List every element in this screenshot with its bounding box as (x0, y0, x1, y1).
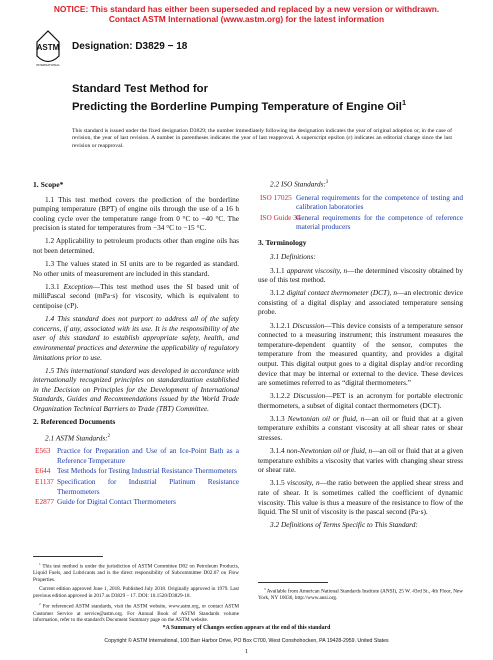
definitions-label: 3.1 Definitions: (270, 252, 316, 262)
svg-text:ASTM: ASTM (36, 43, 60, 52)
para-1-1: 1.1 This test method covers the prediction of the borderline pumping temperature (BPT) of engine oils through the use of a 16 h cooling cycle over the temperature range from 0 °C to −40 °C. The precision is stated for temperatures from −34 °C to −15 °C. (33, 194, 239, 233)
reference-iso-guide-34[interactable]: ISO Guide 34 General requirements for the competence of reference material producers (260, 212, 463, 232)
iso-standards-label: 2.2 ISO Standards:$^3$ (270, 179, 329, 189)
footnote-divider-right (258, 582, 328, 583)
para-1-4: 1.4 This standard does not purport to address all of the safety concerns, if any, associated with its use. It is the responsibility of the user of this standard to establish appropriate safety, health, and environmental practices and determine the applicability of regulatory limitations prior to use. (33, 314, 239, 362)
footnotes-left (33, 561, 239, 626)
definitions-specific-label: 3.2 Definitions of Terms Specific to This Standard: (270, 520, 418, 530)
def-3-1-1: 3.1.1 apparent viscosity, n—the determined viscosity obtained by use of this test method. (258, 265, 464, 285)
page-number: 1 (244, 648, 249, 655)
footnote-3: $^3$ Available from American National Standards Institute (ANSI), 25 W. 43rd St., 4th Floor, New York, NY 10036, http://www.ansi.org. (258, 587, 464, 602)
reference-e2877[interactable]: E2877 Guide for Digital Contact Thermometers (35, 497, 177, 507)
notice-line-1: NOTICE: This standard has either been superseded and replaced by a new version or withdrawn. (53, 4, 440, 14)
copyright-line: Copyright © ASTM International, 100 Barr Harbor Drive, PO Box C700, West Conshohocken, PA 19428-2959. United States (104, 638, 389, 644)
para-1-3: 1.3 The values stated in SI units are to be regarded as standard. No other units of measurement are included in this standard. (33, 259, 239, 278)
issuance-note: This standard is issued under the fixed designation D3829; the number immediately following the designation indicates the year of original adoption or, in the case of revision, the year of last revision. A number in parentheses indicates the year of last reapproval. A superscript epsilon (ε) indicates an editorial change since the last revision or reapproval. (72, 128, 452, 149)
def-3-1-2-2: 3.1.2.2 Discussion—PET is an acronym for portable electronic thermometers, a subset of digital contact thermometers (DCT). (258, 391, 464, 410)
section-heading-scope: 1. Scope* (33, 180, 64, 189)
def-3-1-2: 3.1.2 digital contact thermometer (DCT), n—an electronic device consisting of a digital display and associated temperature sensing probe. (258, 288, 463, 317)
withdrawal-notice (0, 4, 493, 24)
reference-iso-17025[interactable]: ISO 17025 General requirements for the competence of testing and calibration laboratories (260, 192, 463, 212)
title-prefix: Standard Test Method for (72, 83, 208, 95)
astm-standards-label: 2.1 ASTM Standards:$^2$ (45, 433, 111, 443)
para-1-3-1: 1.3.1 Exception—This test method uses the SI based unit of milliPascal second (mPa·s) for viscosity, which is equivalent to centipoise (cP). (33, 281, 239, 311)
footnote-divider-left (33, 556, 103, 557)
title-main: Predicting the Borderline Pumping Temperature of Engine Oil (72, 100, 402, 113)
footnote-1-edition: Current edition approved June 1, 2018. Published July 2018. Originally approved in 1979. Last previous edition approved in 2017 as D3829 – 17. DOI: 10.1520/D3829-18. (33, 585, 239, 599)
def-3-1-4: 3.1.4 non-Newtonian oil or fluid, n—an oil or fluid that at a given temperature exhibits a viscosity that varies with changing shear stress or shear rate. (258, 446, 463, 475)
reference-e644[interactable]: E644 Test Methods for Testing Industrial Resistance Thermometers (35, 466, 237, 476)
svg-text:INTERNATIONAL: INTERNATIONAL (36, 63, 60, 67)
right-column (258, 178, 463, 533)
reference-e1137[interactable]: E1137 Specification for Industrial Platinum Resistance Thermometers (35, 476, 239, 496)
section-heading-referenced-documents: 2. Referenced Documents (33, 417, 116, 427)
summary-of-changes-note: *A Summary of Changes section appears at the end of this standard (162, 625, 331, 631)
reference-e563[interactable]: E563 Practice for Preparation and Use of an Ice-Point Bath as a Reference Temperature (35, 446, 239, 465)
footnote-2: $^2$ For referenced ASTM standards, visit the ASTM website, www.astm.org, or contact ASTM Customer Service at service@astm.org. For Annual Book of ASTM Standards volume information, refer to the standard's Document Summary page on the ASTM website. (33, 602, 239, 624)
section-heading-terminology: 3. Terminology (258, 237, 307, 247)
footnote-1: $^1$ This test method is under the jurisdiction of ASTM Committee D02 on Petroleum Products, Liquid Fuels, and Lubricants and is the direct responsibility of Subcommittee D02.07 on Flow Properties. (33, 562, 240, 584)
footnotes-right (258, 586, 463, 604)
def-3-1-3: 3.1.3 Newtonian oil or fluid, n—an oil or fluid that at a given temperature exhibits a constant viscosity at all shear rates or shear stresses. (258, 413, 463, 443)
designation: Designation: D3829 − 18 (72, 41, 188, 52)
left-column (33, 178, 239, 508)
astm-logo-icon (33, 28, 63, 68)
para-1-2: 1.2 Applicability to petroleum products other than engine oils has not been determined. (33, 236, 239, 256)
document-title (72, 83, 462, 114)
def-3-1-2-1: 3.1.2.1 Discussion—This device consists of a temperature sensor connected to a measuring instrument; this instrument measures the temperature-dependent quantity of the sensor, computes the temperature from the measured quantity, and provides a digital output. This digital output goes to a digital display and/or recording device that may be internal or external to the device. These devices are sometimes referred to as “digital thermometers.” (258, 320, 464, 388)
para-1-5: 1.5 This international standard was developed in accordance with internationally recognized principles on standardization established in the Decision on Principles for the Development of International Standards, Guides and Recommendations issued by the World Trade Organization Technical Barriers to Trade (TBT) Committee. (33, 365, 239, 413)
title-footnote-mark: 1 (401, 98, 407, 107)
def-3-1-5: 3.1.5 viscosity, n—the ratio between the applied shear stress and rate of shear. It is sometimes called the coefficient of dynamic viscosity. This value is thus a measure of the resistance to flow of the liquid. The SI unit of viscosity is the pascal second (Pa·s). (258, 478, 463, 517)
notice-line-2: Contact ASTM International (www.astm.org) for the latest information (108, 14, 385, 24)
